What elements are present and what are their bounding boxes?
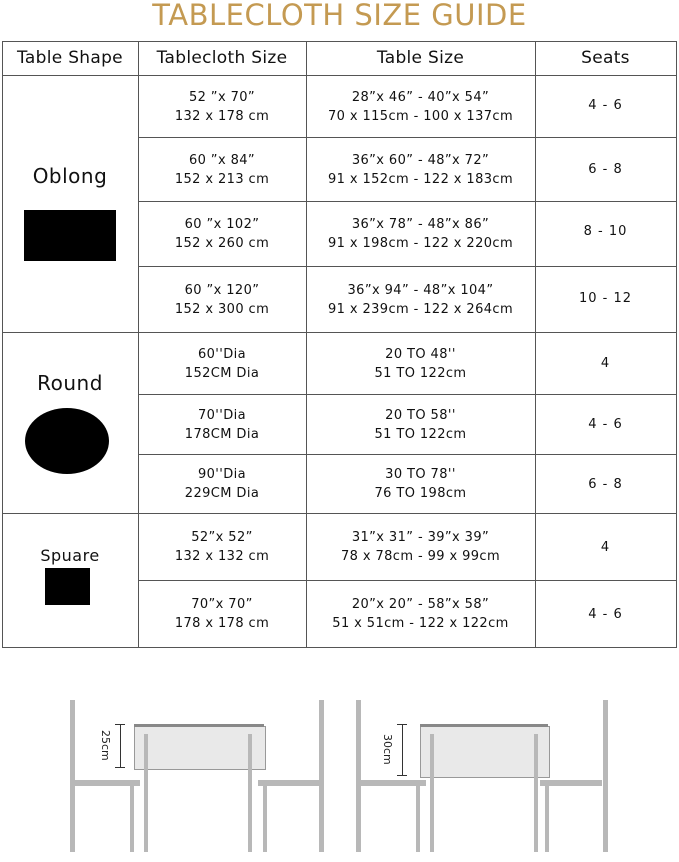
table-border xyxy=(2,41,3,648)
cloth-size-cell xyxy=(138,333,306,394)
tablecloth-drop xyxy=(420,726,550,778)
row-divider xyxy=(138,394,676,395)
seats-cell: 6 - 8 xyxy=(588,162,623,177)
chair-leg xyxy=(130,786,134,852)
row-divider xyxy=(138,454,676,455)
table-size-imperial: 30 TO 78'' xyxy=(385,467,456,482)
chair-back xyxy=(70,700,75,852)
chair-leg xyxy=(416,786,420,852)
table-size-imperial: 36”x 60” - 48”x 72” xyxy=(351,152,490,168)
table-size-imperial: 36”x 94” - 48”x 104” xyxy=(347,282,494,298)
table-size-metric: 91 x 198cm - 122 x 220cm xyxy=(327,236,514,251)
cloth-size-imperial: 60 ”x 102” xyxy=(184,217,260,232)
measure-tick xyxy=(397,724,407,725)
cloth-size-metric: 152 x 260 cm xyxy=(174,236,270,251)
table-size-metric: 78 x 78cm - 99 x 99cm xyxy=(340,549,501,564)
table-top xyxy=(134,724,264,727)
cloth-size-cell xyxy=(138,267,306,332)
measure-tick xyxy=(397,775,407,776)
cloth-size-imperial: 52”x 52” xyxy=(191,530,253,545)
drop-length-label: 30cm xyxy=(381,734,394,765)
cloth-size-metric: 152CM Dia xyxy=(184,365,260,381)
tablecloth-drop xyxy=(134,726,266,770)
oblong-shape-icon xyxy=(24,210,116,261)
column-divider xyxy=(535,41,536,648)
table-size-cell xyxy=(306,333,535,394)
shape-label-oblong: Oblong xyxy=(32,164,108,188)
cloth-size-cell xyxy=(138,581,306,647)
cloth-size-cell xyxy=(138,76,306,137)
seats-cell: 10 - 12 xyxy=(578,290,633,306)
table-border xyxy=(2,41,676,42)
table-top xyxy=(420,724,548,727)
cloth-size-imperial: 70''Dia xyxy=(197,407,247,423)
table-size-imperial: 20 TO 48'' xyxy=(385,346,456,362)
chair-leg xyxy=(263,786,267,852)
shape-label-square: Spuare xyxy=(40,546,100,565)
table-size-metric: 76 TO 198cm xyxy=(374,486,467,501)
cloth-size-imperial: 52 ”x 70” xyxy=(188,89,256,105)
chair-back xyxy=(319,700,324,852)
cloth-size-imperial: 70”x 70” xyxy=(191,597,253,612)
column-divider xyxy=(306,41,307,648)
cloth-size-imperial: 60 ”x 120” xyxy=(184,282,260,298)
table-size-imperial: 31”x 31” - 39”x 39” xyxy=(351,530,490,545)
page-title: TABLECLOTH SIZE GUIDE xyxy=(152,0,527,32)
row-divider xyxy=(138,580,676,581)
group-divider xyxy=(2,332,676,333)
shape-label-round: Round xyxy=(37,371,103,395)
chair-seat xyxy=(258,780,320,786)
table-size-cell xyxy=(306,202,535,266)
table-size-cell xyxy=(306,455,535,513)
cloth-size-cell xyxy=(138,395,306,454)
header-tablecloth-size: Tablecloth Size xyxy=(156,47,288,68)
cloth-size-cell xyxy=(138,514,306,580)
square-shape-icon xyxy=(45,568,90,605)
table-size-cell xyxy=(306,514,535,580)
seats-cell: 4 xyxy=(600,356,611,371)
measure-tick xyxy=(115,767,125,768)
header-table-size: Table Size xyxy=(376,47,465,68)
round-shape-icon xyxy=(25,408,109,474)
column-divider xyxy=(138,41,139,648)
seats-cell: 4 - 6 xyxy=(588,97,623,113)
cloth-size-metric: 132 x 132 cm xyxy=(174,549,270,564)
table-size-metric: 51 TO 122cm xyxy=(374,426,467,442)
drop-measure-line xyxy=(402,724,403,776)
header-seats: Seats xyxy=(581,47,630,68)
cloth-size-cell xyxy=(138,455,306,513)
cloth-size-imperial: 60''Dia xyxy=(197,346,247,362)
table-size-cell xyxy=(306,581,535,647)
table-border xyxy=(2,75,676,76)
seats-cell: 8 - 10 xyxy=(583,223,628,239)
seats-cell: 4 - 6 xyxy=(588,606,623,622)
cloth-size-metric: 132 x 178 cm xyxy=(174,108,270,124)
table-border xyxy=(676,41,677,648)
header-table-shape: Table Shape xyxy=(17,47,123,68)
cloth-size-metric: 152 x 213 cm xyxy=(174,171,270,187)
table-size-cell xyxy=(306,395,535,454)
drop-length-diagram xyxy=(58,690,618,860)
chair-leg xyxy=(545,786,549,852)
table-size-imperial: 36”x 78” - 48”x 86” xyxy=(351,217,490,232)
table-size-cell xyxy=(306,76,535,137)
table-leg xyxy=(248,734,252,852)
table-leg xyxy=(144,734,148,852)
table-size-imperial: 28”x 46” - 40”x 54” xyxy=(351,89,490,105)
table-size-cell xyxy=(306,138,535,201)
cloth-size-imperial: 60 ”x 84” xyxy=(188,152,256,168)
drop-length-label: 25cm xyxy=(99,730,112,761)
row-divider xyxy=(138,266,676,267)
table-size-metric: 70 x 115cm - 100 x 137cm xyxy=(327,108,514,124)
cloth-size-metric: 178 x 178 cm xyxy=(174,616,270,631)
table-size-cell xyxy=(306,267,535,332)
cloth-size-cell xyxy=(138,138,306,201)
cloth-size-metric: 152 x 300 cm xyxy=(174,301,270,317)
row-divider xyxy=(138,137,676,138)
seats-cell: 6 - 8 xyxy=(588,476,623,492)
table-size-metric: 91 x 152cm - 122 x 183cm xyxy=(327,171,514,187)
seats-cell: 4 xyxy=(600,539,611,555)
table-size-imperial: 20”x 20” - 58”x 58” xyxy=(351,597,490,612)
measure-tick xyxy=(115,724,125,725)
table-size-metric: 51 TO 122cm xyxy=(374,365,467,381)
cloth-size-metric: 229CM Dia xyxy=(184,486,260,501)
table-leg xyxy=(534,734,538,852)
table-size-metric: 91 x 239cm - 122 x 264cm xyxy=(327,301,514,317)
cloth-size-cell xyxy=(138,202,306,266)
table-border xyxy=(2,647,676,648)
chair-seat xyxy=(540,780,602,786)
chair-back xyxy=(356,700,361,852)
table-size-metric: 51 x 51cm - 122 x 122cm xyxy=(332,616,509,631)
group-divider xyxy=(2,513,676,514)
seats-cell: 4 - 6 xyxy=(588,417,623,432)
table-size-imperial: 20 TO 58'' xyxy=(385,407,456,423)
cloth-size-imperial: 90''Dia xyxy=(197,467,247,482)
row-divider xyxy=(138,201,676,202)
drop-measure-line xyxy=(120,724,121,768)
chair-back xyxy=(603,700,608,852)
cloth-size-metric: 178CM Dia xyxy=(184,426,260,442)
table-leg xyxy=(430,734,434,852)
